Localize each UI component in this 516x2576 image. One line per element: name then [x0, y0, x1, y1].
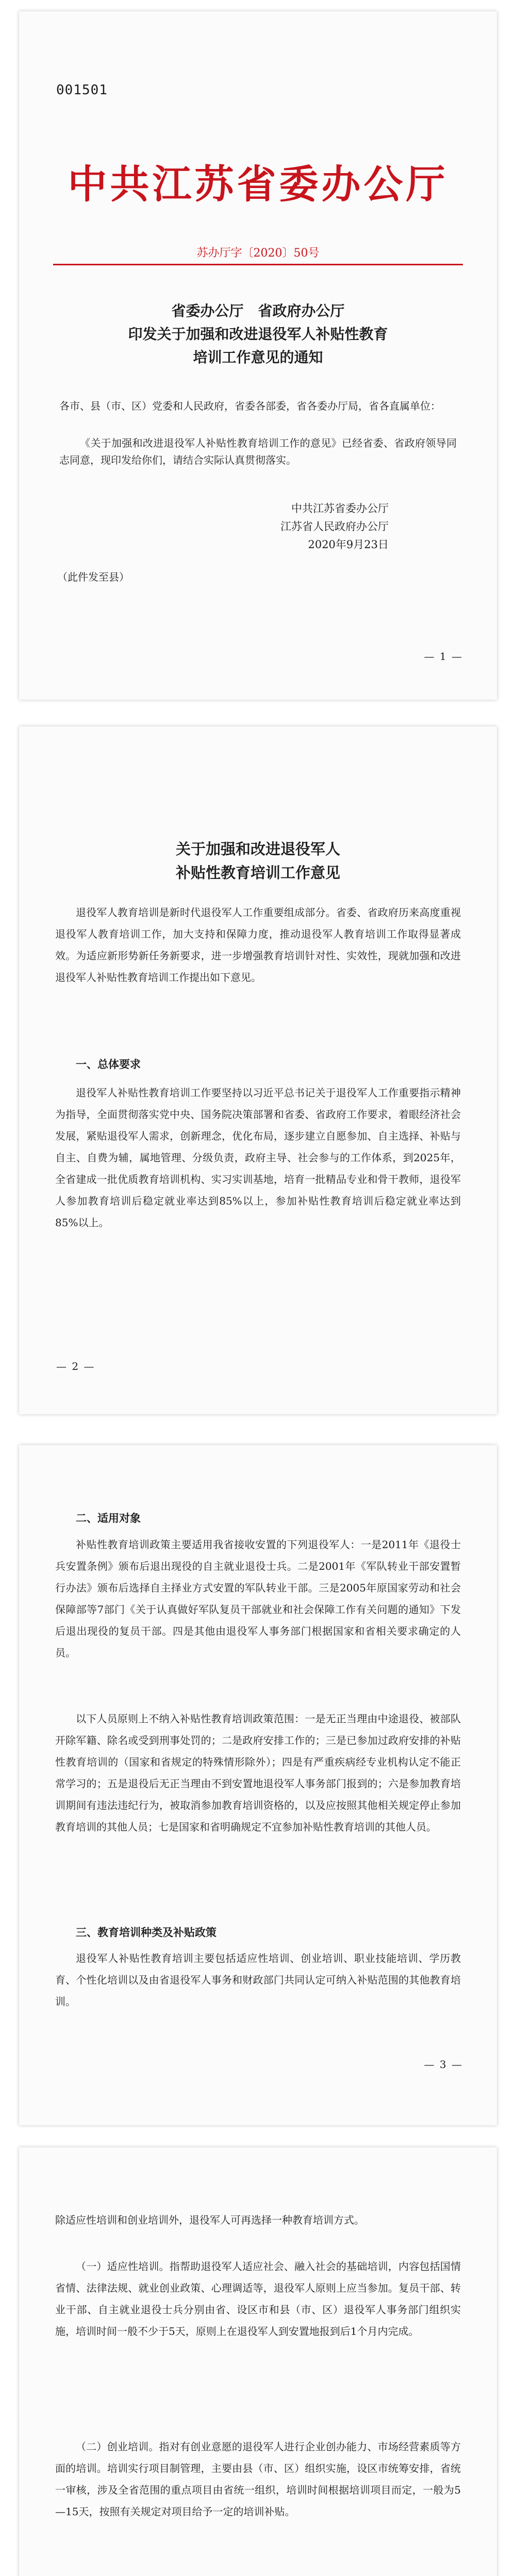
section-heading: 二、适用对象 [76, 1512, 141, 1524]
section-paragraph: 退役军人补贴性教育培训主要包括适应性培训、创业培训、职业技能培训、学历教育、个性化培训以及由省退役军人事务和财政部门共同认定可纳入补贴范围的其他教育培训。 [55, 1952, 461, 2008]
opinion-title-line: 关于加强和改进退役军人 [175, 840, 340, 858]
document-page-3 [19, 1445, 497, 2125]
notice-title [19, 300, 497, 369]
opinion-title-line: 补贴性教育培训工作意见 [175, 864, 340, 882]
signatory: 江苏省人民政府办公厅 [280, 520, 389, 533]
signatory: 中共江苏省委办公厅 [291, 502, 389, 515]
page-number: — 1 — [424, 650, 463, 663]
section-paragraph: 退役军人补贴性教育培训工作要坚持以习近平总书记关于退役军人工作重要指示精神为指导，全面贯彻落实党中央、国务院决策部署和省委、省政府工作要求，着眼经济社会发展，紧贴退役军人需求，创新理念，优化布局，逐步建立自愿参加、自主选择、补贴与自主、自费为辅，属地管理、分级负责，政府主导、社会参与的工作体系，到2025年，全省建成一批优质教育培训机构、实习实训基地，培育一批精品专业和骨干教师，退役军人参加教育培训后稳定就业率达到85%以上，参加补贴性教育培训后稳定就业率达到85%以上。 [55, 1087, 461, 1229]
notice-body: 《关于加强和改进退役军人补贴性教育培训工作的意见》已经省委、省政府领导同志同意，现印发给你们，请结合实际认真贯彻落实。 [59, 437, 457, 466]
opinion-title [19, 837, 497, 885]
page-number: — 3 — [424, 2058, 463, 2071]
section-heading: 三、教育培训种类及补贴政策 [76, 1926, 217, 1939]
intro-paragraph: 退役军人教育培训是新时代退役军人工作重要组成部分。省委、省政府历来高度重视退役军人教育培训工作，加大支持和保障力度，推动退役军人教育培训工作取得显著成效。为适应新形势新任务新要求，进一步增强教育培训针对性、实效性，现就加强和改进退役军人补贴性教育培训工作提出如下意见。 [55, 906, 461, 984]
salutation: 各市、县（市、区）党委和人民政府，省委各部委，省各委办厅局，省各直属单位： [59, 400, 441, 412]
signatures [19, 500, 497, 554]
section-paragraph: （一）适应性培训。指帮助退役军人适应社会、融入社会的基础培训，内容包括国情省情、法律法规、就业创业政策、心理调适等，退役军人原则上应当参加。复员干部、转业干部、自主就业退役士兵分别由省、设区市和县（市、区）退役军人事务部门组织实施，培训时间一般不少于5天，原则上在退役军人到安置地报到后1个月内完成。 [55, 2260, 461, 2337]
section-paragraph: 除适应性培训和创业培训外，退役军人可再选择一种教育培训方式。 [55, 2214, 364, 2226]
document-serial-number: 001501 [56, 82, 108, 98]
section-paragraph: （二）创业培训。指对有创业意愿的退役军人进行企业创办能力、市场经营素质等方面的培训。培训实行项目制管理，主要由县（市、区）组织实施，设区市统筹安排，省统一审核，涉及全省范围的重点项目由省统一组织，培训时间根据培训项目而定，一般为5—15天，按照有关规定对项目给予一定的培训补贴。 [55, 2441, 461, 2518]
red-divider-line [53, 264, 463, 265]
distribution-note: （此件发至县） [57, 571, 129, 583]
document-page-1 [19, 11, 497, 700]
notice-title-line: 培训工作意见的通知 [193, 348, 323, 366]
notice-title-line: 印发关于加强和改进退役军人补贴性教育 [128, 325, 388, 343]
notice-title-line: 省委办公厅 省政府办公厅 [171, 302, 345, 319]
section-paragraph: 补贴性教育培训政策主要适用我省接收安置的下列退役军人：一是2011年《退役士兵安置条例》颁布后退出现役的自主就业退役士兵。二是2001年《军队转业干部安置暂行办法》颁布后选择自主择业方式安置的军队转业干部。三是2005年原国家劳动和社会保障部等7部门《关于认真做好军队复员干部就业和社会保障工作有关问题的通知》下发后退出现役的复员干部。四是其他由退役军人事务部门根据国家和省相关要求确定的人员。 [55, 1538, 461, 1659]
file-number: 苏办厅字〔2020〕50号 [196, 247, 320, 260]
document-page-4 [19, 2147, 497, 2576]
section-heading: 一、总体要求 [76, 1058, 141, 1071]
issue-date: 2020年9月23日 [308, 538, 389, 551]
document-page-2 [19, 726, 497, 1414]
red-letterhead: 中共江苏省委办公厅 [68, 161, 448, 207]
section-paragraph: 以下人员原则上不纳入补贴性教育培训政策范围：一是无正当理由中途退役、被部队开除军籍、除名或受到刑事处罚的；二是政府安排工作的；三是已参加过政府安排的补贴性教育培训的（国家和省规定的特殊情形除外）；四是有严重疾病经专业机构认定不能正常学习的；五是退役后无正当理由不到安置地退役军人事务部门报到的；六是参加教育培训期间有违法违纪行为，被取消参加教育培训资格的，以及应按照其他相关规定停止参加教育培训的其他人员；七是国家和省明确规定不宜参加补贴性教育培训的其他人员。 [55, 1713, 461, 1833]
page-number: — 2 — [56, 1360, 95, 1372]
